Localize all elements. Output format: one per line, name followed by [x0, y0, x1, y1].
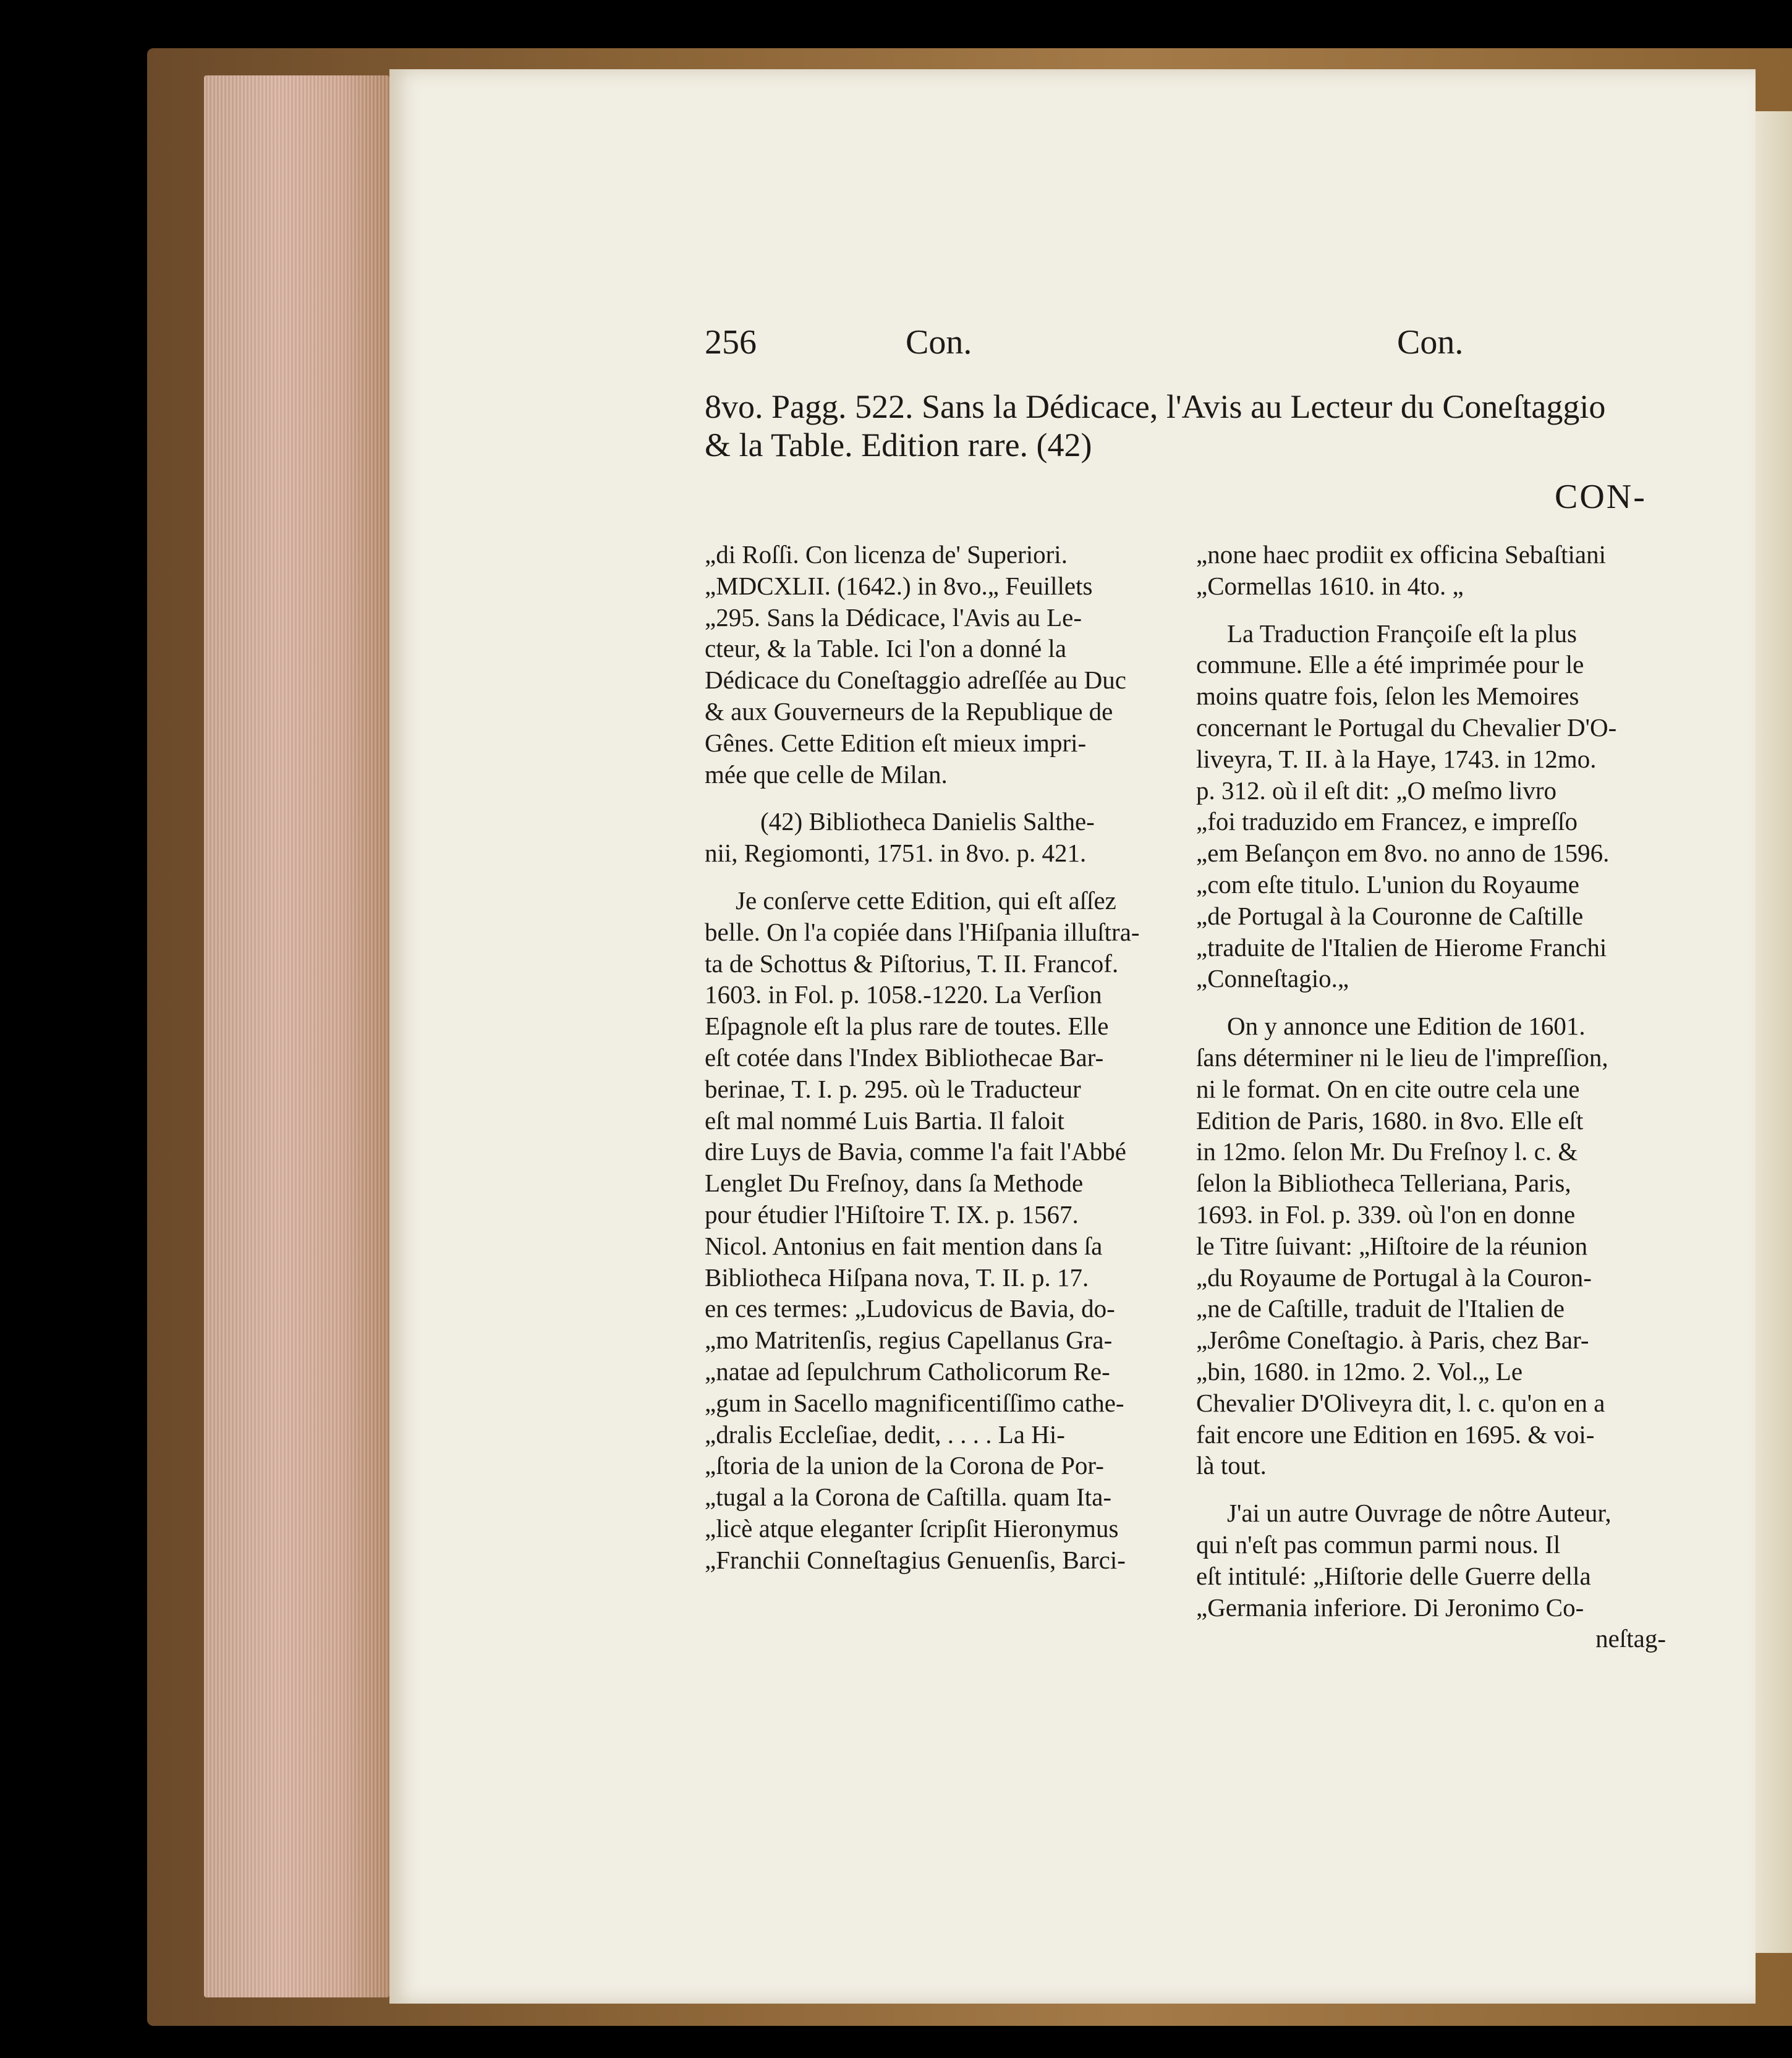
running-head-left: Con. [906, 323, 972, 362]
paragraph: Je conſerve cette Edition, qui eſt aſſez belle. On l'a copiée dans l'Hiſpania illuſtra- ta de Schottus & Piſtorius, T. II. Francof. 1603. in Fol. p. 1058.-1220. La Verſion Eſpagnole eſt la plus rare de toutes. Elle eſt cotée dans l'Index Bibliothecae Bar- berinae, T. I. p. 295. où le Traducteur eſt mal nommé Luis Bartia. Il faloit dire Luys de Bavia, comme l'a fait l'Abbé Lenglet Du Freſnoy, dans ſa Methode pour étudier l'Hiſtoire T. IX. p. 1567. Nicol. Antonius en fait mention dans ſa Bibliotheca Hiſpana nova, T. II. p. 17. en ces termes: „Ludovicus de Bavia, do- „mo Matritenſis, regius Capellanus Gra- „natae ad ſepulchrum Catholicorum Re- „gum in Sacello magnificentiſſimo cathe- „dralis Eccleſiae, dedit, . . . . La Hi- „ſtoria de la union de la Corona de Por- „tugal a la Corona de Caſtilla. quam Ita- „licè atque eleganter ſcripſit Hieronymus „Franchii Conneſtagius Genuenſis, Barci- [705, 886, 1140, 1574]
paragraph: „none haec prodiit ex officina Sebaſtiani „Cormellas 1610. in 4to. „ [1196, 540, 1606, 600]
lead-line: 8vo. Pagg. 522. Sans la Dédicace, l'Avis au Lecteur du Coneſtaggio [705, 388, 1606, 425]
paragraph: On y annonce une Edition de 1601. ſans déterminer ni le lieu de l'impreſſion, ni le format. On en cite outre cela une Edition de Paris, 1680. in 8vo. Elle eſt in 12mo. ſelon Mr. Du Freſnoy l. c. & ſelon la Bibliotheca Telleriana, Paris, 1693. in Fol. p. 339. où l'on en donne le Titre ſuivant: „Hiſtoire de la réunion „du Royaume de Portugal à la Couron- „ne de Caſtille, traduit de l'Italien de „Jerôme Coneſtagio. à Paris, chez Bar- „bin, 1680. in 12mo. 2. Vol.„ Le Chevalier D'Oliveyra dit, l. c. qu'on en a fait encore une Edition en 1695. & voi- là tout. [1196, 1012, 1608, 1480]
page-edges [204, 75, 389, 1997]
book-page [389, 69, 1756, 2004]
catchword-bottom: neſtag- [1595, 1624, 1666, 1653]
running-head-right: Con. [1397, 323, 1464, 362]
left-column [705, 539, 1165, 1592]
lead-paragraph [705, 387, 1792, 464]
page-number: 256 [705, 323, 757, 362]
right-column [1196, 539, 1666, 1654]
paragraph: La Traduction Françoiſe eſt la plus commune. Elle a été imprimée pour le moins quatre fois, ſelon les Memoires concernant le Portugal du Chevalier D'O- liveyra, T. II. à la Haye, 1743. in 12mo. p. 312. où il eſt dit: „O meſmo livro „foi traduzido em Francez, e impreſſo „em Beſançon em 8vo. no anno de 1596. „com eſte titulo. L'union du Royaume „de Portugal à la Couronne de Caſtille „traduite de l'Italien de Hierome Franchi „Conneſtagio.„ [1196, 619, 1617, 993]
lead-line: & la Table. Edition rare. (42) [705, 426, 1092, 464]
paragraph: „di Roſſi. Con licenza de' Superiori. „MDCXLII. (1642.) in 8vo.„ Feuillets „295. Sans la Dédicace, l'Avis au Le- cteur, & la Table. Ici l'on a donné la Dédicace du Coneſtaggio adreſſée au Duc & aux Gouverneurs de la Republique de Gênes. Cette Edition eſt mieux impri- mée que celle de Milan. [705, 540, 1126, 789]
catchword-top: CON- [1555, 478, 1647, 516]
paragraph: J'ai un autre Ouvrage de nôtre Auteur, qui n'eſt pas commun parmi nous. Il eſt intitulé: „Hiſtorie delle Guerre della „Germania inferiore. Di Jeronimo Co- [1196, 1499, 1612, 1622]
footnote: (42) Bibliotheca Danielis Salthe- nii, Regiomonti, 1751. in 8vo. p. 421. [705, 807, 1095, 868]
